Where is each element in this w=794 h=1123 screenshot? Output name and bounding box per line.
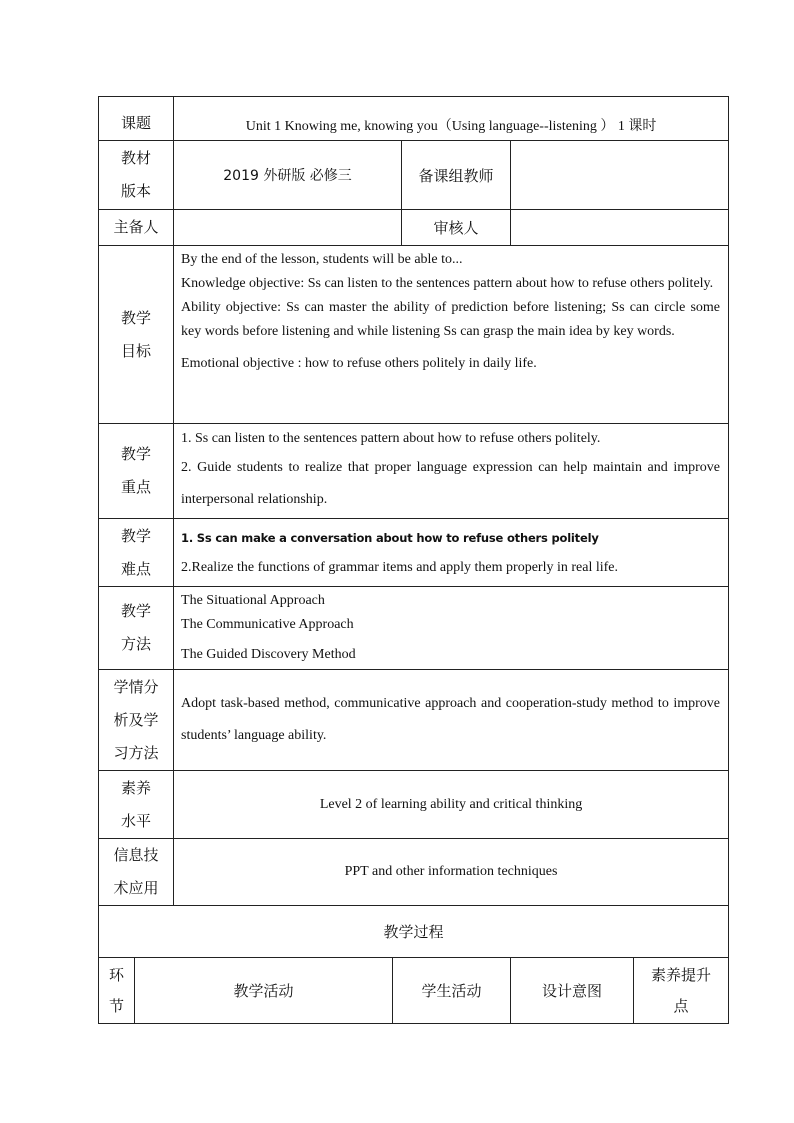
col-teacher-header: 教学活动 — [135, 958, 393, 1024]
key-points-label-line1: 教学 — [121, 445, 152, 463]
row-literacy — [99, 771, 729, 839]
objectives-line: By the end of the lesson, students will be able to... — [181, 252, 463, 267]
methods-label-line1: 教学 — [121, 602, 152, 620]
key-points-label-line2: 重点 — [121, 478, 152, 496]
analysis-label-line1: 学情分 — [113, 677, 159, 696]
textbook-label-line1: 教材 — [121, 149, 152, 167]
col-point-line2: 点 — [673, 996, 689, 1015]
literacy-value: Level 2 of learning ability and critical thinking — [174, 771, 729, 839]
col-student-header: 学生活动 — [393, 958, 511, 1024]
methods-line: The Guided Discovery Method — [181, 647, 356, 662]
difficulties-line-2: 2.Realize the functions of grammar items and apply them properly in real life. — [181, 559, 618, 575]
methods-label — [99, 587, 174, 670]
tech-value: PPT and other information techniques — [174, 839, 729, 906]
objectives-label — [99, 246, 174, 424]
objectives-line: Emotional objective : how to refuse others politely in daily life. — [181, 356, 537, 371]
row-key-points — [99, 424, 729, 519]
row-process-title — [99, 906, 729, 958]
col-point-line1: 素养提升 — [651, 965, 712, 984]
key-points-line: 1. Ss can listen to the sentences pattern about how to refuse others politely. — [181, 431, 601, 446]
col-point-header — [634, 958, 729, 1024]
reviewer-label: 审核人 — [402, 210, 511, 246]
row-objectives — [99, 246, 729, 424]
analysis-label-line3: 习方法 — [113, 743, 159, 762]
row-difficulties — [99, 519, 729, 587]
row-process-header — [99, 958, 729, 1024]
analysis-label-line2: 析及学 — [113, 710, 159, 729]
objectives-line: Ability objective: Ss can master the ability of prediction before listening; Ss can circle some key words before listening and while listening Ss can grasp the main idea by key words. — [181, 300, 721, 339]
methods-line: The Communicative Approach — [181, 617, 354, 632]
row-methods — [99, 587, 729, 670]
textbook-label — [99, 141, 174, 210]
title-value: Unit 1 Knowing me, knowing you（Using language--listening ） 1 课时 — [174, 97, 729, 141]
reviewer-value — [511, 210, 729, 246]
textbook-label-line2: 版本 — [121, 182, 152, 200]
difficulties-content — [174, 519, 729, 587]
group-teacher-value — [511, 141, 729, 210]
objectives-label-line2: 目标 — [121, 341, 152, 360]
preparer-value — [174, 210, 402, 246]
row-tech — [99, 839, 729, 906]
methods-content — [174, 587, 729, 670]
lesson-plan-table — [98, 96, 729, 1024]
group-teacher-label: 备课组教师 — [402, 141, 511, 210]
row-analysis — [99, 670, 729, 771]
literacy-label-line2: 水平 — [121, 811, 152, 830]
difficulties-label-line1: 教学 — [121, 526, 152, 545]
difficulties-label-line2: 难点 — [121, 559, 152, 578]
tech-label — [99, 839, 174, 906]
title-label: 课题 — [99, 97, 174, 141]
methods-line: The Situational Approach — [181, 593, 325, 608]
analysis-label — [99, 670, 174, 771]
row-textbook — [99, 141, 729, 210]
objectives-content — [174, 246, 729, 424]
literacy-label — [99, 771, 174, 839]
tech-label-line2: 术应用 — [113, 879, 159, 897]
textbook-value: 2019 外研版 必修三 — [174, 141, 402, 210]
difficulties-line-1: 1. Ss can make a conversation about how to refuse others politely — [181, 530, 599, 545]
key-points-content — [174, 424, 729, 519]
col-stage-header — [99, 958, 135, 1024]
preparer-label: 主备人 — [99, 210, 174, 246]
row-title — [99, 97, 729, 141]
difficulties-label — [99, 519, 174, 587]
analysis-content: Adopt task-based method, communicative approach and cooperation-study method to improve students’ language ability. — [174, 670, 729, 771]
objectives-line: Knowledge objective: Ss can listen to the sentences pattern about how to refuse others politely. — [181, 276, 714, 291]
tech-label-line1: 信息技 — [113, 846, 159, 864]
key-points-label — [99, 424, 174, 519]
col-stage-line2: 节 — [108, 996, 124, 1015]
col-intent-header: 设计意图 — [511, 958, 634, 1024]
objectives-label-line1: 教学 — [121, 308, 152, 327]
methods-label-line2: 方法 — [121, 635, 152, 653]
key-points-line: 2. Guide students to realize that proper language expression can help maintain and improve interpersonal relationship. — [181, 460, 721, 507]
row-preparer — [99, 210, 729, 246]
literacy-label-line1: 素养 — [121, 778, 152, 797]
process-title: 教学过程 — [99, 906, 729, 958]
col-stage-line1: 环 — [108, 965, 124, 984]
